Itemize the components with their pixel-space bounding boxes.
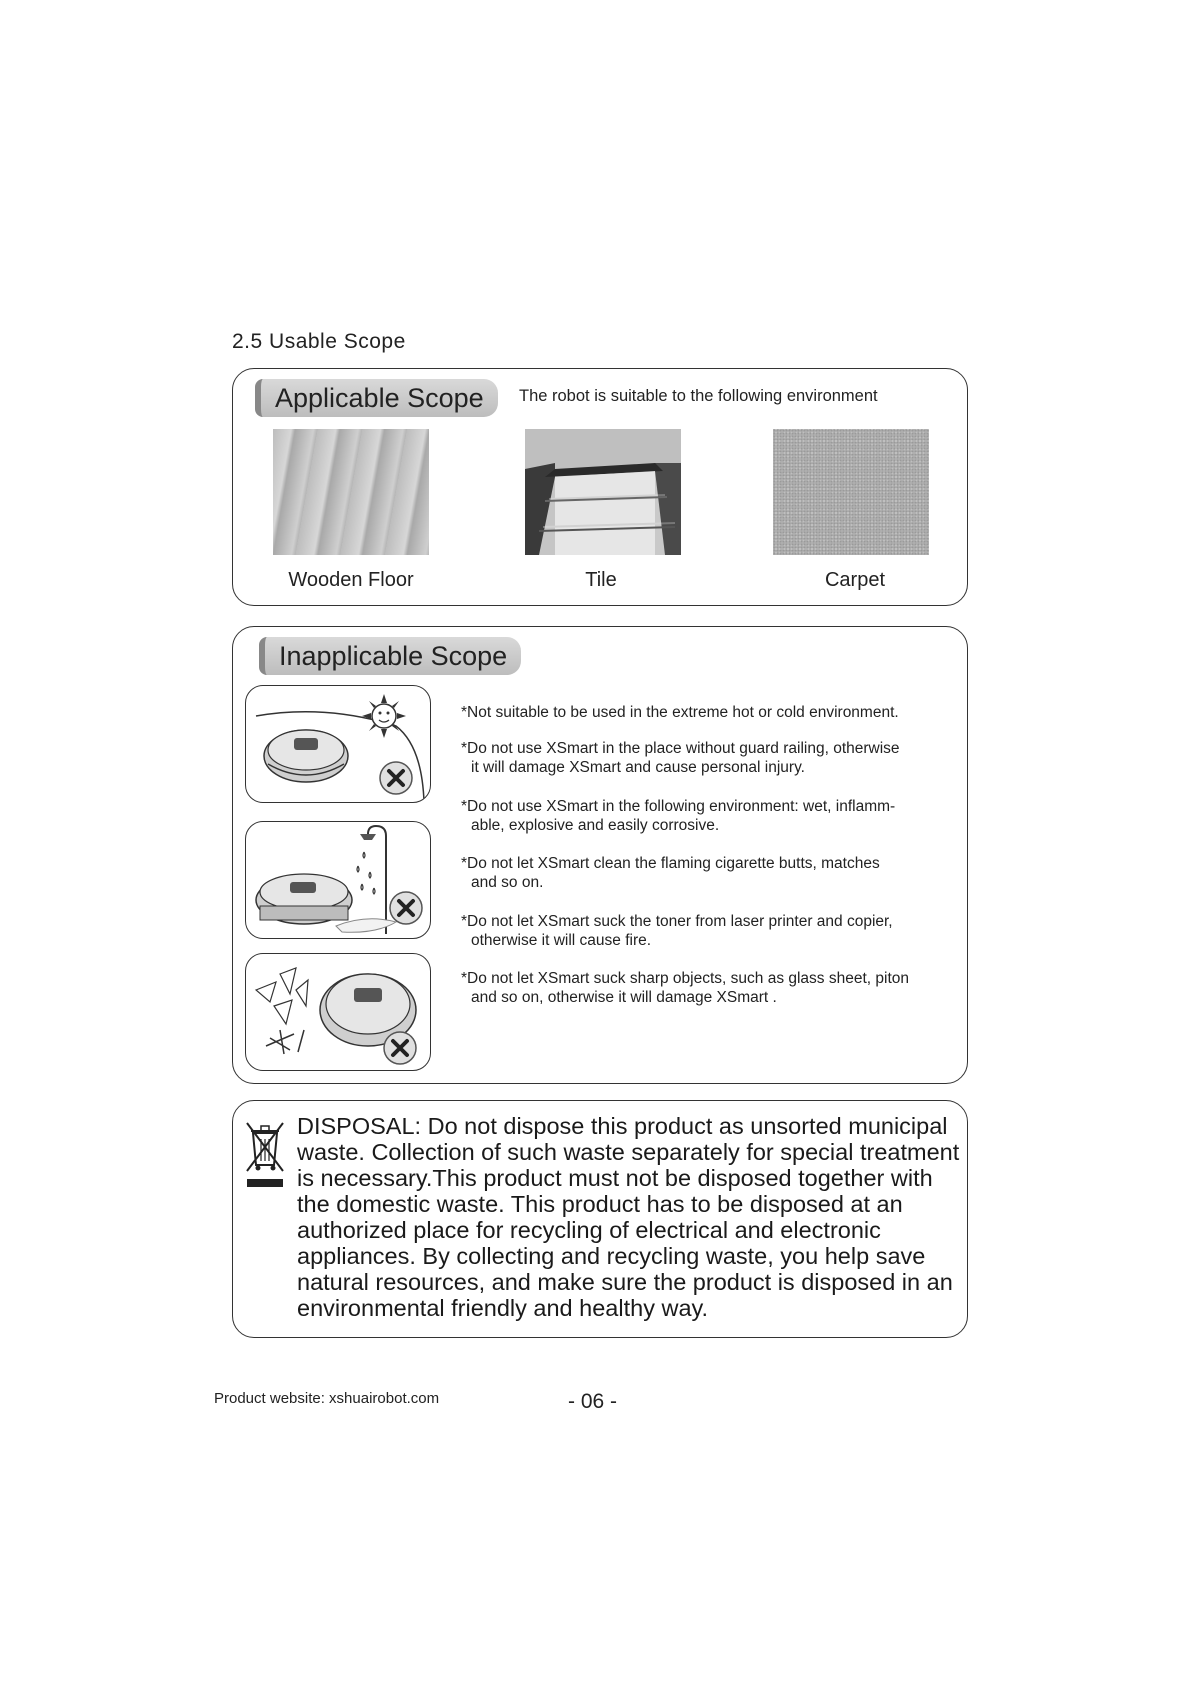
warning-line: *Do not let XSmart suck the toner from laser printer and copier,: [461, 913, 893, 930]
glass-shards-icon: [256, 968, 308, 1024]
applicable-intro: The robot is suitable to the following environment: [519, 387, 878, 405]
inapplicable-scope-panel: [232, 626, 968, 1084]
prohibited-x-icon: [384, 1032, 416, 1064]
warning-line-continued: otherwise it will cause fire.: [471, 932, 652, 949]
warning-line-continued: it will damage XSmart and cause personal injury.: [471, 759, 805, 776]
warning-line: *Do not let XSmart suck sharp objects, such as glass sheet, piton: [461, 970, 910, 987]
piton-nails-icon: [266, 1030, 304, 1054]
prohibited-x-icon: [380, 762, 412, 794]
robot-vacuum-icon: [256, 874, 352, 924]
wooden-floor-photo: [273, 429, 429, 555]
footer-website: Product website: xshuairobot.com: [214, 1390, 440, 1407]
warning-line-continued: and so on, otherwise it will damage XSmart .: [471, 989, 777, 1006]
sun-icon: [362, 694, 406, 738]
disposal-text: DISPOSAL: Do not dispose this product as unsorted municipal waste. Collection of such waste separately for special treatment is necessary.This product must not be disposed together with the domestic waste. This product has to be disposed at an authorized place for recycling of electrical and electronic appliances. By collecting and recycling waste, you help save natural resources, and make sure the product is disposed in an environmental friendly and healthy way.: [297, 1113, 960, 1321]
floor-label-carpet: Carpet: [824, 569, 886, 591]
floor-label-tile: Tile: [585, 569, 617, 591]
warning-item: [461, 912, 941, 950]
floor-label-wood: Wooden Floor: [288, 569, 414, 591]
warning-line-continued: able, explosive and easily corrosive.: [471, 817, 720, 834]
shower-icon: [357, 826, 386, 934]
warning-item: [461, 797, 941, 835]
applicable-scope-panel: [232, 368, 968, 606]
robot-sun-heat-illustration: [245, 685, 431, 803]
warning-line: *Do not use XSmart in the following environment: wet, inflamm-: [461, 798, 896, 815]
tile-floor-photo: [525, 429, 681, 555]
warning-item: [461, 854, 941, 892]
warning-line: *Not suitable to be used in the extreme hot or cold environment.: [461, 704, 899, 721]
warning-line: *Do not use XSmart in the place without guard railing, otherwise: [461, 740, 900, 757]
section-title: 2.5 Usable Scope: [232, 330, 406, 353]
carpet-photo: [773, 429, 929, 555]
warning-item: [461, 969, 941, 1007]
robot-sharp-objects-illustration: [245, 953, 431, 1071]
crossed-bin-weee-icon: [243, 1119, 287, 1191]
disposal-panel: [232, 1100, 968, 1338]
page-number: - 06 -: [568, 1390, 618, 1413]
applicable-scope-tag: Applicable Scope: [255, 379, 498, 417]
inapplicable-scope-tag: Inapplicable Scope: [259, 637, 521, 675]
warning-line: *Do not let XSmart clean the flaming cigarette butts, matches: [461, 855, 880, 872]
warning-line-continued: and so on.: [471, 874, 544, 891]
robot-vacuum-icon: [264, 730, 348, 782]
warning-item: [461, 703, 941, 722]
robot-water-shower-illustration: [245, 821, 431, 939]
warning-item: [461, 739, 941, 777]
prohibited-x-icon: [390, 892, 422, 924]
